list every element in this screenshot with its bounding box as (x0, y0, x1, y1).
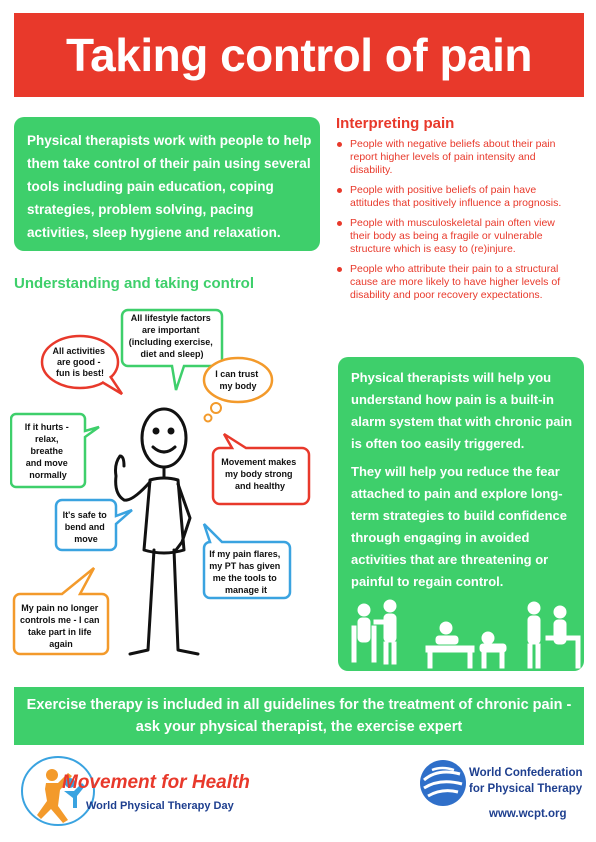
bullet-icon (337, 221, 342, 226)
bubble-text-line: (including exercise, (128, 337, 213, 347)
bubble-text-line: again (49, 639, 73, 649)
bubble-text-line: My pain no longer (21, 603, 99, 613)
bubble-text-line: take part in life (27, 627, 92, 637)
bubble-text-line: and healthy (234, 481, 286, 491)
list-item-text: People who attribute their pain to a structural cause are more likely to have higher levels of disability and poor recovery expectations. (350, 263, 561, 301)
bubble-text-line: move (74, 534, 98, 544)
title-banner (14, 13, 584, 97)
bubble-text-line: relax, (34, 434, 59, 444)
intro-box (14, 117, 320, 251)
bubble-text-line: my body (219, 381, 257, 391)
speech-bubble (204, 524, 290, 598)
list-item (336, 217, 576, 256)
list-item-text: People with positive beliefs of pain have attitudes that positively influence a prognosis. (350, 184, 562, 209)
speech-bubble (11, 414, 99, 487)
bubble-text-line: me the tools to (212, 573, 277, 583)
bubble-text-line: controls me - I can (19, 615, 100, 625)
bubble-text-line: breathe (30, 446, 63, 456)
wcpt-name-line-1: World Confederation (469, 767, 583, 779)
bubble-text-line: diet and sleep) (140, 349, 204, 359)
list-item-text: People with musculoskeletal pain often view their body as being a fragile or vulnerable structure which is easy to (re)injure. (350, 217, 555, 255)
help-box (338, 357, 584, 671)
list-item (336, 263, 576, 302)
help-paragraph-1: Physical therapists will help you understand how pain is a built-in alarm system that with chronic pain is often too easily triggered. (351, 370, 573, 451)
bullet-icon (337, 142, 342, 147)
help-paragraph-2: They will help you reduce the fear attached to pain and explore long-term strategies to build confidence through engaging in avoided activities that are threatening or painful to regain control. (351, 464, 567, 589)
stick-figure-illustration (10, 300, 330, 670)
page-title: Taking control of pain (65, 29, 533, 81)
section-heading: Understanding and taking control (14, 275, 255, 292)
interpreting-heading: Interpreting pain (336, 115, 455, 132)
bubble-text-line: All activities (52, 346, 106, 356)
svg-text:All activities are good (52, 346, 107, 378)
interpreting-list (336, 138, 576, 309)
bubble-text-line: normally (29, 470, 67, 480)
movement-for-health-title: Movement for Health (62, 772, 250, 793)
bubble-text-line: my body strong (224, 469, 293, 479)
list-item (336, 138, 576, 177)
wcpt-url-link[interactable]: www.wcpt.org (489, 808, 567, 820)
speech-bubble (213, 434, 309, 504)
speech-bubble (14, 568, 108, 654)
list-item (336, 184, 576, 210)
svg-text:If it hurts - relax, (25, 422, 72, 480)
bubble-text-line: I can trust (215, 369, 259, 379)
stick-figure (116, 409, 199, 654)
bubble-text-line: All lifestyle factors (130, 313, 211, 323)
bubble-text-line: manage it (224, 585, 268, 595)
wcpt-globe-icon (418, 758, 468, 808)
speech-bubble (42, 336, 122, 394)
bubble-text-line: fun is best! (55, 368, 105, 378)
bubble-text-line: my PT has given (209, 561, 281, 571)
therapy-figures-icon (338, 592, 584, 672)
bubble-text-line: If it hurts - (24, 422, 69, 432)
bubble-text-line: bend and (64, 522, 105, 532)
bullet-icon (337, 188, 342, 193)
bubble-text-line: are important (141, 325, 200, 335)
intro-text: Physical therapists work with people to help them take control of their pain using several tools including pain education, coping strategies, problem solving, pacing activities, sleep hygiene and relaxation. (27, 133, 312, 240)
bubble-text-line: are good - (56, 357, 101, 367)
bubble-text-line: It's safe to (62, 510, 107, 520)
list-item-text: People with negative beliefs about their pain report higher levels of pain intensity and disability. (350, 138, 556, 176)
bottom-banner (14, 687, 584, 745)
bubble-text-line: and move (25, 458, 68, 468)
bottom-banner-text: Exercise therapy is included in all guidelines for the treatment of chronic pain - ask your physical therapist, the exercise expert (26, 697, 572, 735)
bubble-text-line: If my pain flares, (209, 549, 281, 559)
world-pt-day-subtitle: World Physical Therapy Day (86, 800, 234, 812)
bullet-icon (337, 267, 342, 272)
speech-bubble (204, 358, 272, 422)
wcpt-name-line-2: for Physical Therapy (469, 783, 583, 795)
bubble-text-line: Movement makes (221, 457, 297, 467)
speech-bubble (56, 500, 132, 550)
